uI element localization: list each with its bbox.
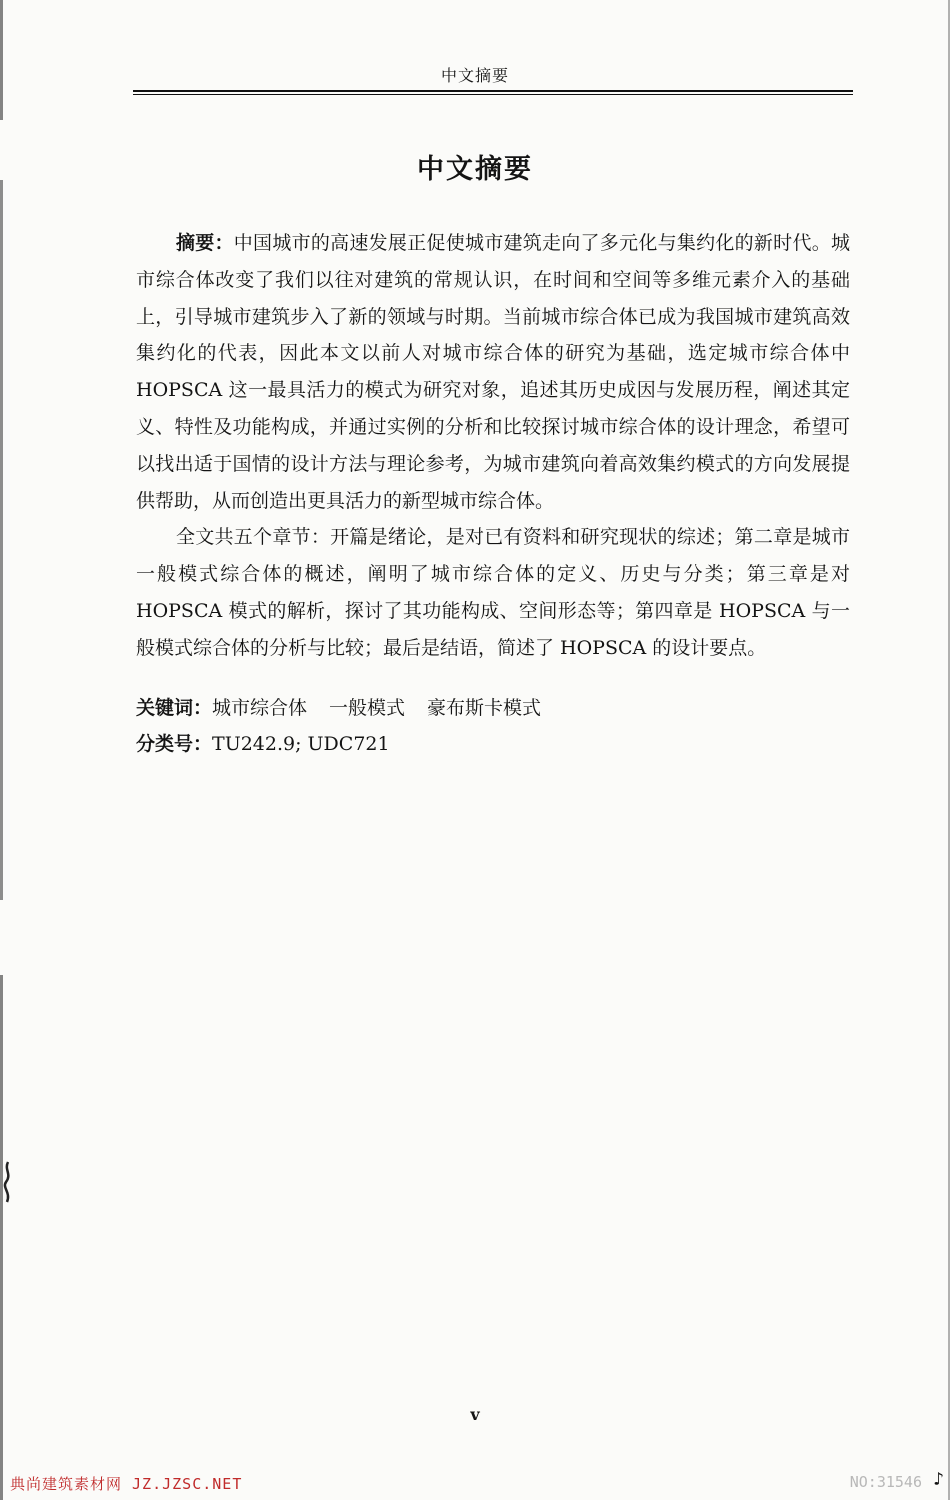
- abstract-paragraph-1: [136, 225, 850, 519]
- header-rule-thick: [133, 90, 853, 92]
- abstract-paragraph-2: 全文共五个章节：开篇是绪论，是对已有资料和研究现状的综述；第二章是城市一般模式综合体的概述，阐明了城市综合体的定义、历史与分类；第三章是对 HOPSCA 模式的解析，探讨了其功能构成、空间形态等；第四章是 HOPSCA 与一般模式综合体的分析与比较；最后是结语，简述了 HOPSCA 的设计要点。: [136, 526, 850, 659]
- watermark-number: NO:31546: [849, 1473, 922, 1491]
- page-title: 中文摘要: [417, 154, 533, 185]
- keyword: 城市综合体: [212, 697, 308, 719]
- running-header: 中文摘要: [440, 66, 509, 85]
- keyword: 豪布斯卡模式: [427, 697, 542, 719]
- classification-line: [136, 726, 563, 762]
- classification-value: TU242.9; UDC721: [212, 733, 390, 755]
- footer-watermark: [0, 1469, 950, 1500]
- scan-smudge: [2, 1160, 14, 1205]
- abstract-label: 摘要：: [176, 232, 234, 254]
- keyword: 一般模式: [329, 697, 406, 719]
- scan-left-edge: [0, 0, 3, 1500]
- note-icon: ♪: [933, 1469, 944, 1490]
- watermark-site: 典尚建筑素材网 JZ.JZSC.NET: [10, 1475, 243, 1493]
- keywords-line: [136, 690, 563, 726]
- page-number: v: [470, 1405, 480, 1424]
- meta-block: [136, 690, 563, 762]
- abstract-body: [136, 225, 850, 667]
- abstract-paragraph-1-text: 中国城市的高速发展正促使城市建筑走向了多元化与集约化的新时代。城市综合体改变了我们以往对建筑的常规认识，在时间和空间等多维元素介入的基础上，引导城市建筑步入了新的领域与时期。当前城市综合体已成为我国城市建筑高效集约化的代表，因此本文以前人对城市综合体的研究为基础，选定城市综合体中 HOPSCA 这一最具活力的模式为研究对象，追述其历史成因与发展历程，阐述其定义、特性及功能构成，并通过实例的分析和比较探讨城市综合体的设计理念，希望可以找出适于国情的设计方法与理论参考，为城市建筑向着高效集约模式的方向发展提供帮助，从而创造出更具活力的新型城市综合体。: [136, 232, 850, 512]
- keywords-label: 关键词：: [136, 697, 213, 719]
- classification-label: 分类号：: [136, 733, 213, 755]
- header-rule-thin: [133, 94, 853, 95]
